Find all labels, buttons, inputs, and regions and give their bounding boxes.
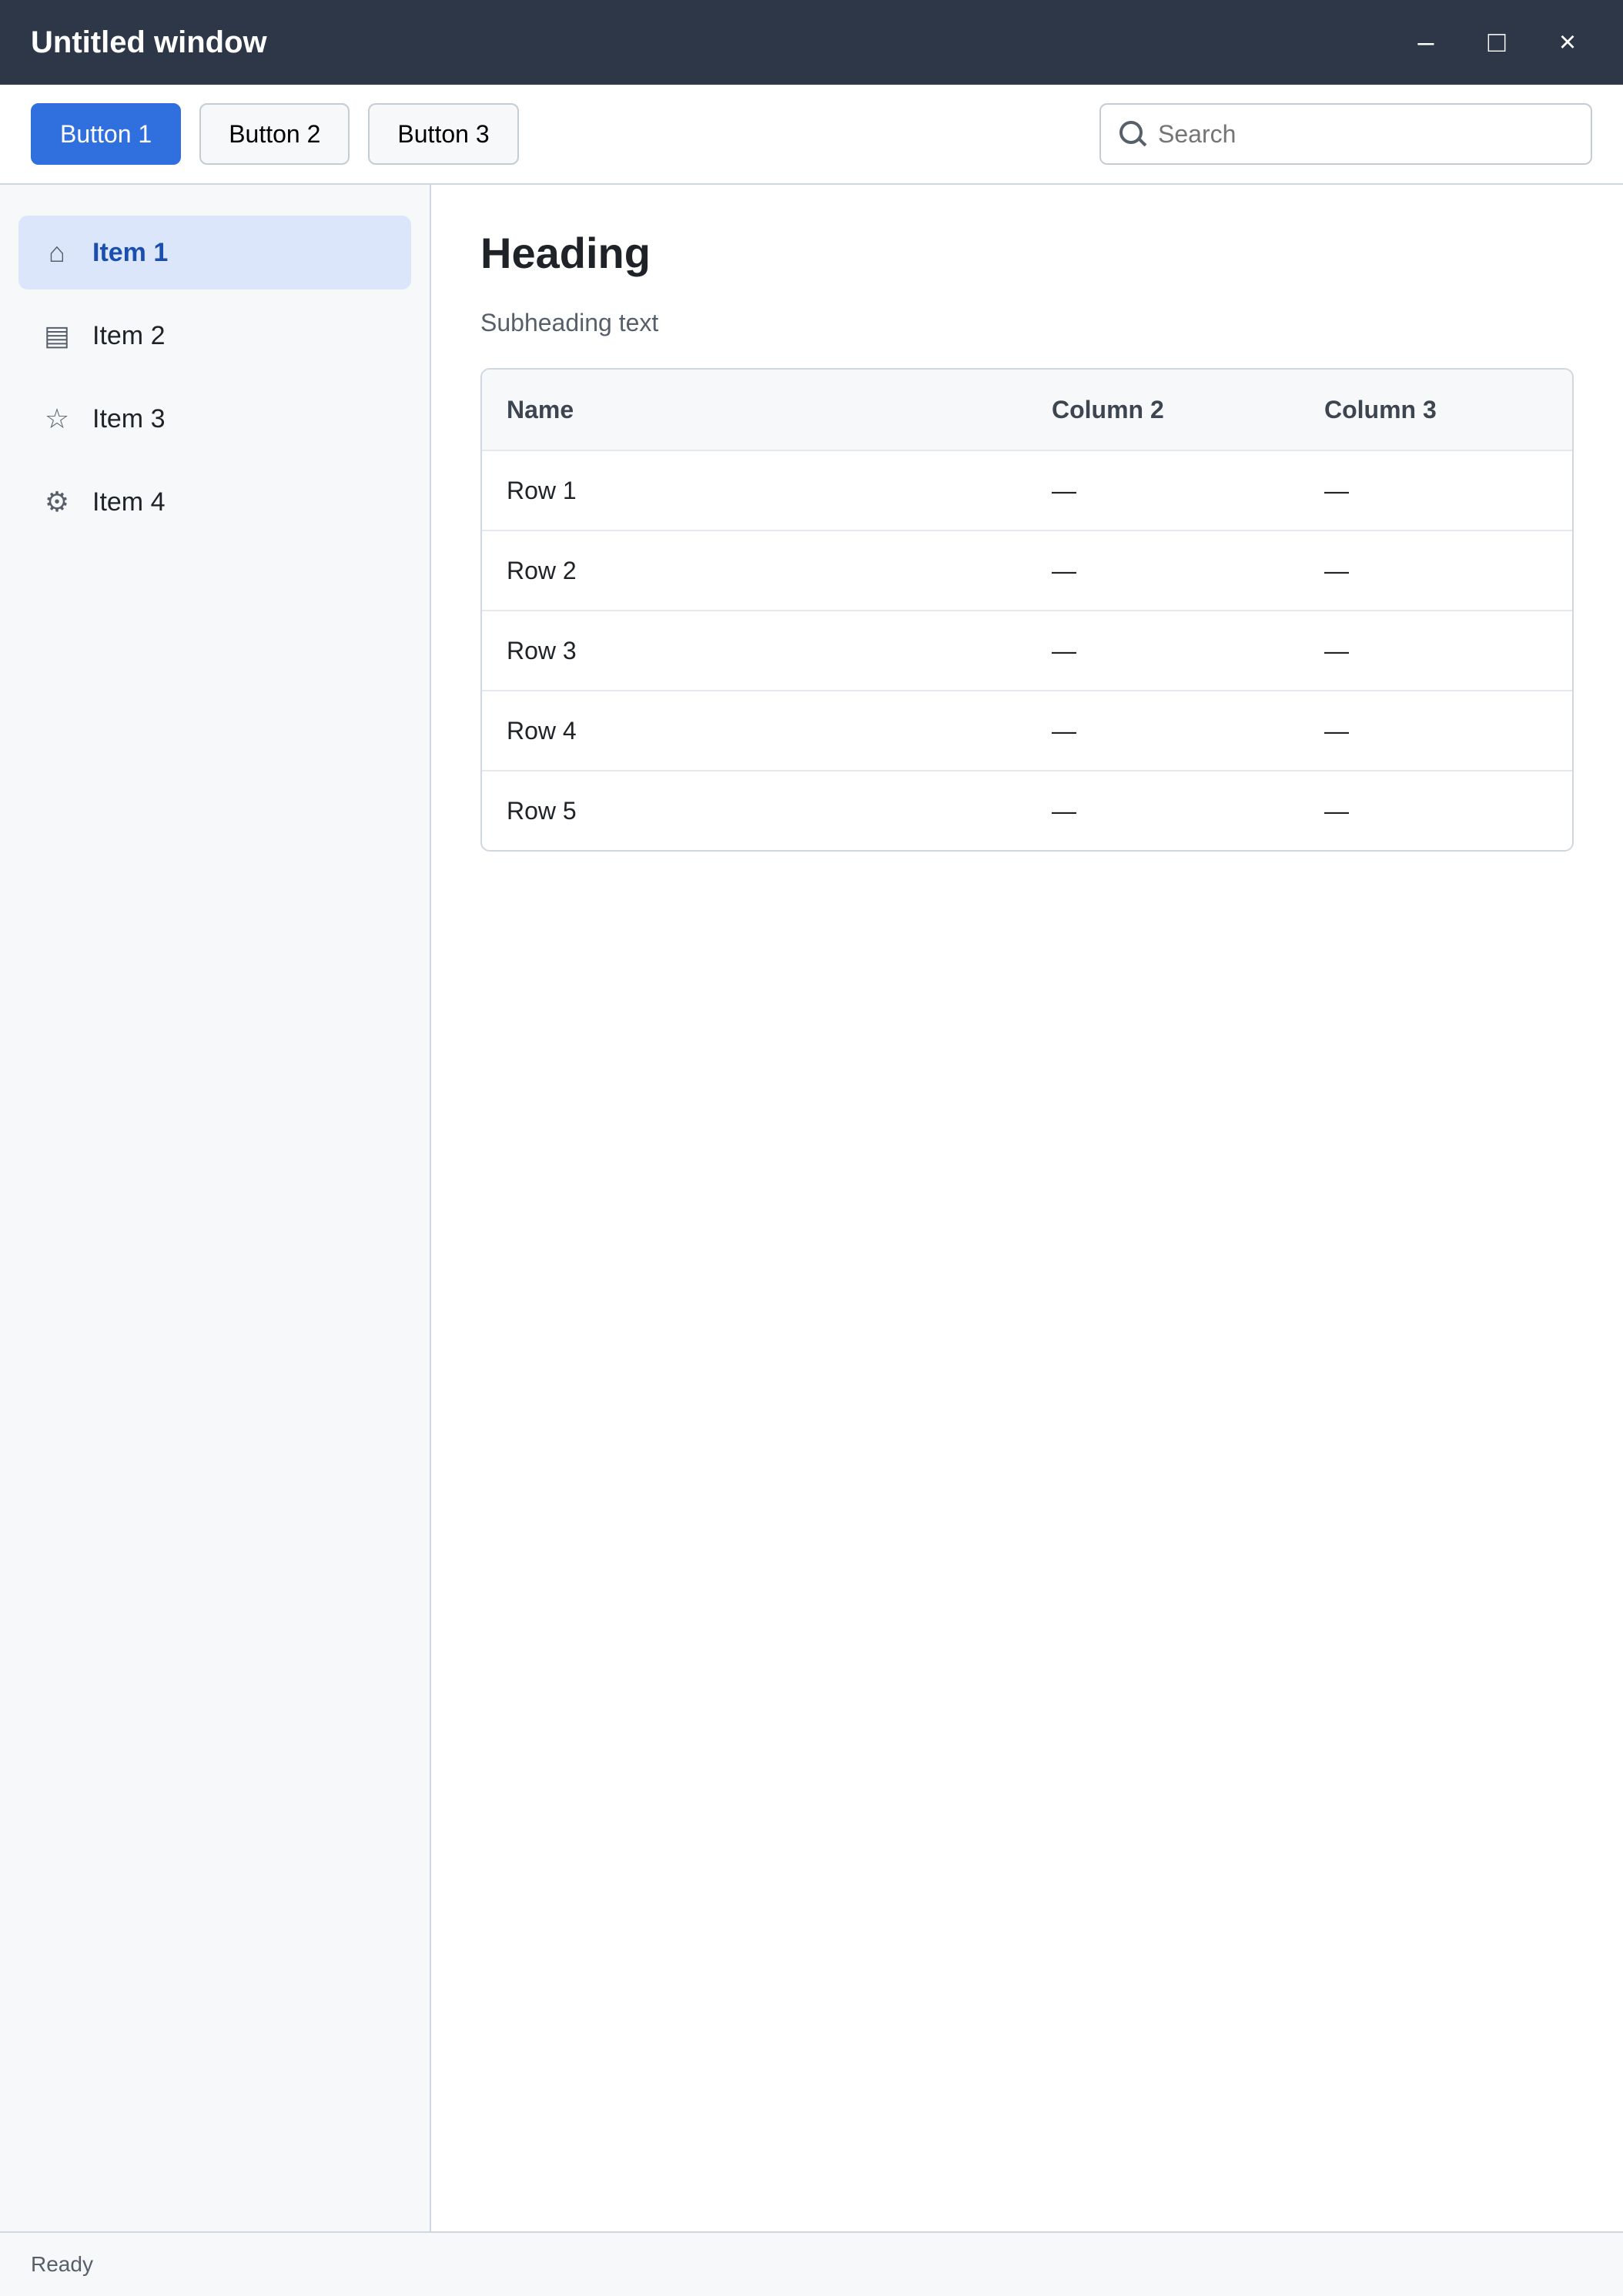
column-header[interactable]: Column 3 [1324, 395, 1437, 423]
sidebar-item-label: Item 3 [92, 403, 166, 433]
sidebar-item-label: Item 1 [92, 237, 169, 267]
sidebar-item-2[interactable] [18, 299, 411, 373]
maximize-icon[interactable]: □ [1487, 25, 1506, 59]
page-title: Heading [480, 229, 651, 277]
main-panel [431, 185, 1623, 2231]
table-cell: Row 4 [507, 716, 577, 745]
window-title: Untitled window [31, 25, 267, 59]
sidebar-item-1[interactable] [18, 216, 411, 290]
column-header[interactable]: Name [507, 395, 574, 423]
search-box[interactable] [1099, 103, 1592, 165]
star-icon: ☆ [44, 403, 70, 434]
sidebar-item-label: Item 4 [92, 487, 166, 517]
status-bar [0, 2231, 1623, 2296]
toolbar-button-1[interactable]: Button 1 [31, 103, 181, 165]
toolbar-button-3[interactable]: Button 3 [368, 103, 518, 165]
toolbar-buttons [31, 103, 519, 165]
table-cell: — [1324, 796, 1349, 825]
table-cell: — [1052, 476, 1076, 504]
minimize-icon[interactable]: – [1417, 25, 1434, 59]
gear-icon: ⚙ [44, 486, 70, 517]
table-row[interactable] [482, 770, 1572, 850]
page-subtitle: Subheading text [480, 309, 659, 336]
table-cell: — [1324, 476, 1349, 504]
sidebar [0, 185, 431, 2231]
table-header-row [482, 370, 1572, 450]
content-area [0, 185, 1623, 2231]
table-row[interactable] [482, 450, 1572, 530]
sidebar-item-label: Item 2 [92, 320, 166, 350]
search-icon [1119, 121, 1146, 147]
table-row[interactable] [482, 530, 1572, 610]
table-cell: — [1052, 556, 1076, 584]
table-cell: — [1324, 556, 1349, 584]
table-cell: — [1052, 636, 1076, 664]
table-cell: Row 5 [507, 796, 577, 825]
table-cell: — [1324, 716, 1349, 745]
column-header[interactable]: Column 2 [1052, 395, 1164, 423]
title-bar [0, 0, 1623, 85]
table-cell: Row 1 [507, 476, 577, 504]
table-cell: — [1052, 796, 1076, 825]
table-cell: Row 2 [507, 556, 577, 584]
table-row[interactable] [482, 610, 1572, 690]
table-cell: — [1052, 716, 1076, 745]
close-icon[interactable]: × [1558, 25, 1577, 59]
toolbar [0, 85, 1623, 185]
search-input[interactable] [1158, 120, 1572, 149]
table-cell: — [1324, 636, 1349, 664]
toolbar-button-2[interactable]: Button 2 [199, 103, 350, 165]
folder-icon: ▤ [43, 320, 70, 351]
sidebar-item-3[interactable] [18, 382, 411, 456]
table-cell: Row 3 [507, 636, 577, 664]
table-row[interactable] [482, 690, 1572, 770]
home-icon: ⌂ [49, 236, 65, 268]
status-text: Ready [31, 2252, 93, 2276]
sidebar-item-4[interactable] [18, 465, 411, 539]
data-table [480, 368, 1574, 852]
